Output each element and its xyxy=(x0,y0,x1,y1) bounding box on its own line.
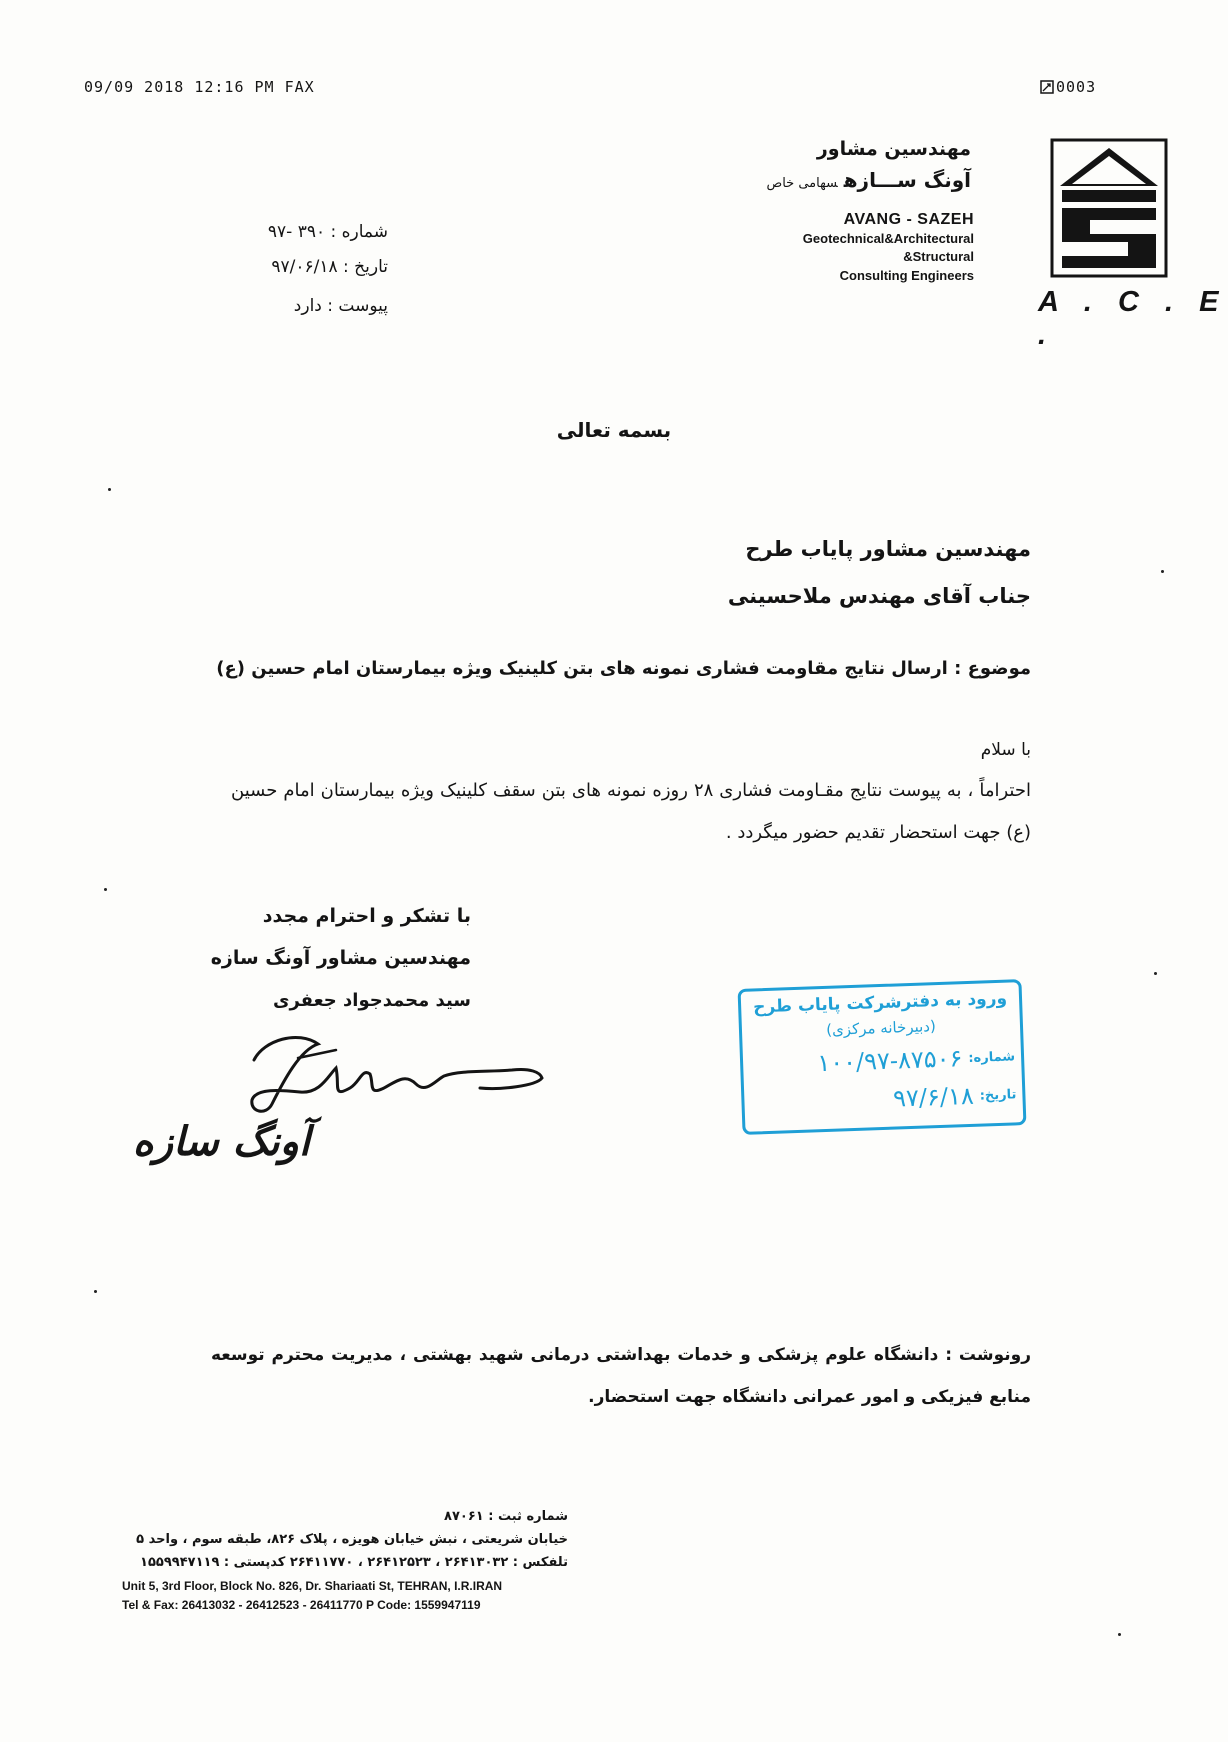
letterhead-en-line4: Consulting Engineers xyxy=(839,268,974,283)
letterhead-en-line3: &Structural xyxy=(903,249,974,264)
letterhead-company-name: آونگ ســـازه xyxy=(843,168,971,192)
letterhead-en-line1: AVANG - SAZEH xyxy=(843,211,974,228)
fax-page-label: 0003 xyxy=(1056,78,1097,96)
letter-attachment: پیوست : دارد xyxy=(293,296,388,316)
letterhead-fa-line2 xyxy=(766,168,971,192)
footer-phone-fa: تلفکس : ۲۶۴۱۳۰۳۲ ، ۲۶۴۱۲۵۲۳ ، ۲۶۴۱۱۷۷۰ کدپستی : ۱۵۵۹۹۴۷۱۱۹ xyxy=(140,1555,568,1570)
fax-header: 09/09 2018 12:16 PM FAX xyxy=(84,78,315,96)
footer-registration: شماره ثبت : ۸۷۰۶۱ xyxy=(444,1509,568,1524)
scan-speck xyxy=(1154,972,1157,975)
signer-name: سید محمدجواد جعفری xyxy=(272,990,471,1011)
letter-subject: موضوع : ارسال نتایج مقاومت فشاری نمونه های بتن کلینیک ویژه بیمارستان امام حسین (ع) xyxy=(216,658,1031,679)
scan-speck xyxy=(108,488,111,491)
scan-speck xyxy=(1161,570,1164,573)
letter-body: احتراماً ، به پیوست نتایج مقـاومت فشاری ۲۸ روزه نمونه های بتن سقف کلینیک ویژه بیمارستان امام حسین (ع) جهت استحضار تقدیم حضور میگردد . xyxy=(231,780,1031,843)
company-abbreviation: A . C . E . xyxy=(1038,286,1228,351)
footer-address-fa: خیابان شریعتی ، نبش خیابان هویزه ، پلاک ۸۲۶، طبقه سوم ، واحد ۵ xyxy=(136,1532,568,1547)
closing-line: با تشکر و احترام مجدد xyxy=(262,905,471,927)
letterhead-fa-line1: مهندسین مشاور xyxy=(816,138,971,160)
footer-address-en: Unit 5, 3rd Floor, Block No. 826, Dr. Shariaati St, TEHRAN, I.R.IRAN xyxy=(122,1579,503,1593)
letter-number: شماره : ۳۹۰ -۹۷ xyxy=(267,222,388,242)
greeting: با سلام xyxy=(980,740,1031,760)
stamp-subtitle: (دبیرخانه مرکزی) xyxy=(825,1017,937,1039)
scan-speck xyxy=(94,1290,97,1293)
stamp-number-value: ۱۰۰/۹۷-۸۷۵۰۶ xyxy=(816,1044,963,1078)
fax-page-number xyxy=(1040,78,1096,96)
addressee-company: مهندسین مشاور پایاب طرح xyxy=(745,537,1031,561)
carbon-copy: رونوشت : دانشگاه علوم پزشکی و خدمات بهداشتی درمانی شهید بهشتی ، مدیریت محترم توسعه منابع فیزیکی و امور عمرانی دانشگاه جهت استحضار. xyxy=(211,1345,1031,1407)
stamp-date-value: ۹۷/۶/۱۸ xyxy=(892,1081,975,1113)
letterhead-company-type: سهامی خاص xyxy=(766,176,838,191)
scan-speck xyxy=(104,888,107,891)
closing-company: مهندسین مشاور آونگ سازه xyxy=(210,947,471,969)
letter-date: تاریخ : ۹۷/۰۶/۱۸ xyxy=(271,257,388,277)
company-logo xyxy=(1050,138,1168,278)
svg-text:آونگ سازه: آونگ سازه xyxy=(132,1118,310,1165)
receipt-stamp xyxy=(738,979,1027,1135)
handwritten-signature xyxy=(132,1020,550,1170)
stamp-number-label: شماره: xyxy=(968,1048,1016,1066)
stamp-title: ورود به دفترشرکت پایاب طرح xyxy=(752,988,1008,1018)
footer-phone-en: Tel & Fax: 26413032 - 26412523 - 26411770 P Code: 1559947119 xyxy=(122,1598,481,1612)
stamp-date-label: تاریخ: xyxy=(979,1086,1017,1104)
page-icon xyxy=(1040,80,1054,94)
invocation: بسمه تعالی xyxy=(556,418,672,442)
stamp-number-row xyxy=(817,1042,1016,1077)
addressee-person: جناب آقای مهندس ملاحسینی xyxy=(727,584,1031,608)
stamp-date-row xyxy=(893,1080,1017,1112)
letterhead-en-line2: Geotechnical&Architectural xyxy=(802,231,974,246)
scan-speck xyxy=(1118,1633,1121,1636)
